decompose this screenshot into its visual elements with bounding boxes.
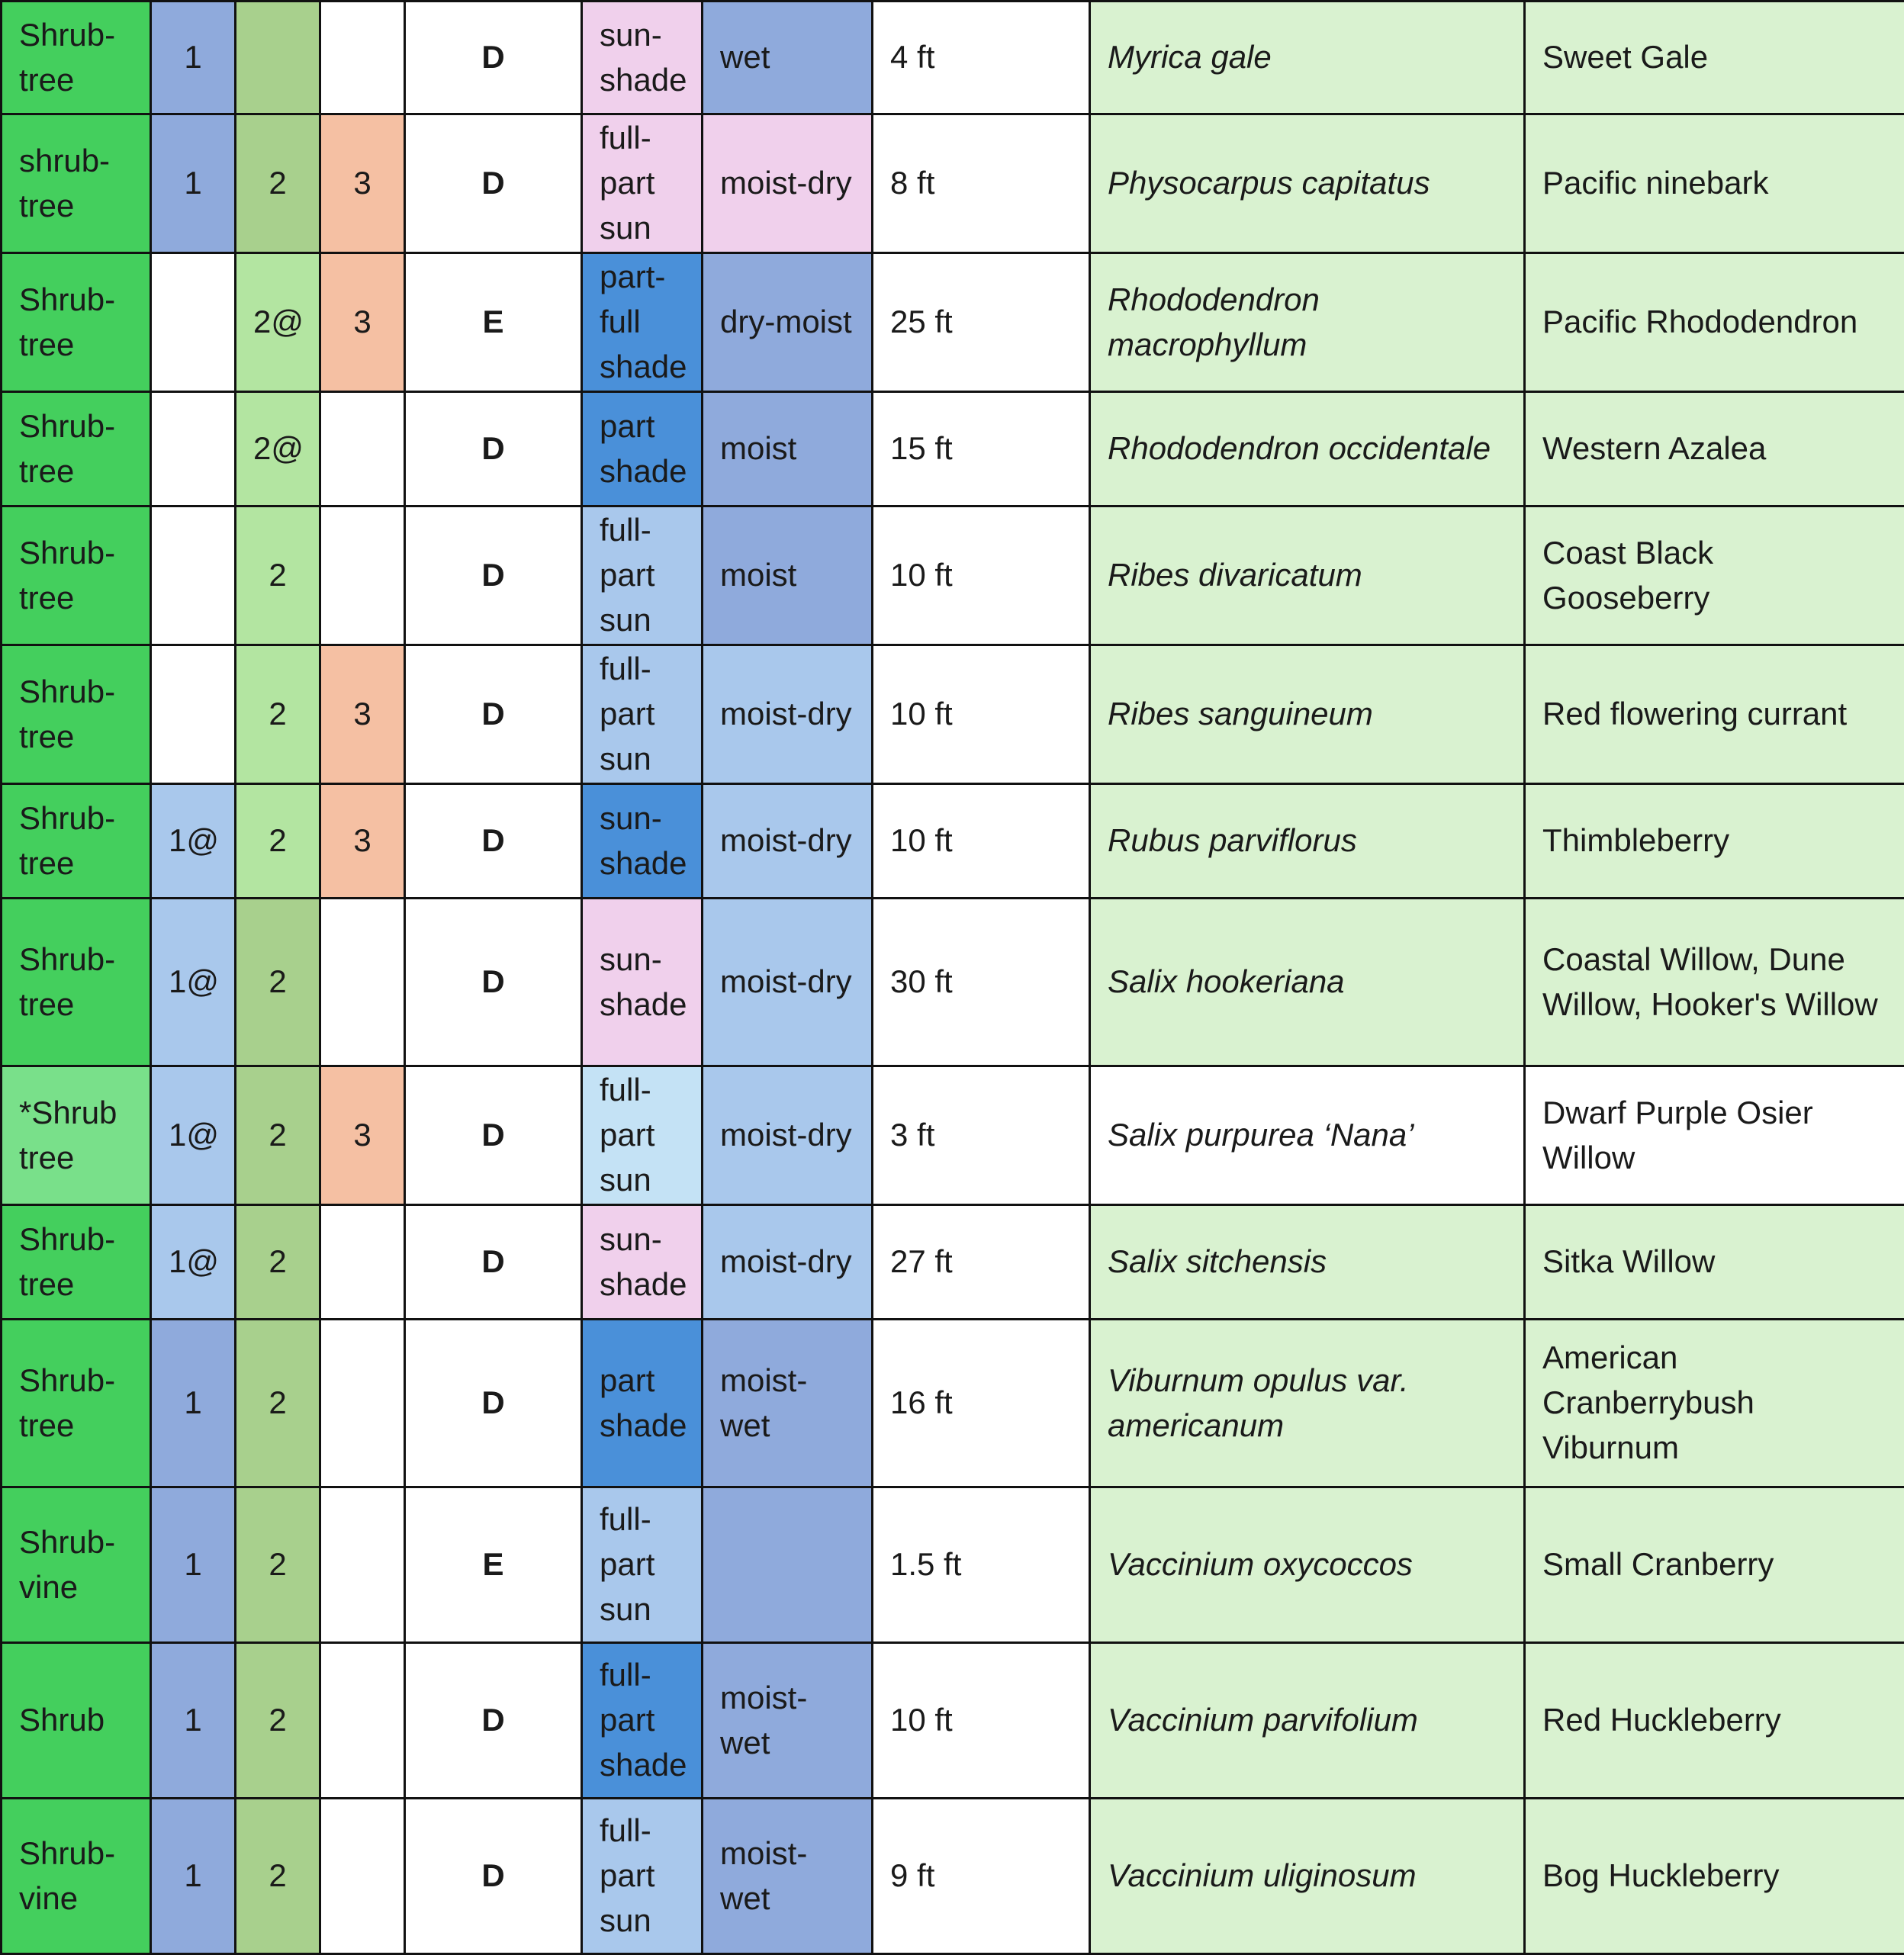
zone3-cell: 3 [320, 645, 405, 784]
height-cell: 30 ft [873, 899, 1090, 1066]
zone1-cell: 1 [151, 2, 236, 114]
scientific-name-cell: Myrica gale [1090, 2, 1525, 114]
sun-exposure-cell: part shade [582, 392, 703, 506]
plant-type-cell: Shrub-vine [2, 1487, 151, 1643]
table-row [2, 1320, 1904, 1487]
zone2-cell: 2 [236, 506, 320, 645]
sun-exposure-cell: full- part shade [582, 1643, 703, 1799]
common-name-cell: Red Huckleberry [1525, 1643, 1904, 1799]
scientific-name-cell: Rubus parviflorus [1090, 784, 1525, 899]
common-name-cell: Red flowering currant [1525, 645, 1904, 784]
common-name-cell: Dwarf Purple Osier Willow [1525, 1066, 1904, 1205]
zone2-cell: 2 [236, 1320, 320, 1487]
sun-exposure-cell: full- part sun [582, 114, 703, 253]
zone3-cell: 3 [320, 114, 405, 253]
plant-type-cell: *Shrub tree [2, 1066, 151, 1205]
height-cell: 4 ft [873, 2, 1090, 114]
moisture-cell: moist-dry [703, 114, 873, 253]
leaf-type-cell: D [405, 1643, 582, 1799]
height-cell: 10 ft [873, 645, 1090, 784]
moisture-cell: moist-wet [703, 1799, 873, 1954]
zone1-cell [151, 645, 236, 784]
table-row [2, 2, 1904, 114]
zone2-cell: 2 [236, 899, 320, 1066]
height-cell: 15 ft [873, 392, 1090, 506]
height-cell: 9 ft [873, 1799, 1090, 1954]
scientific-name-cell: Viburnum opulus var. americanum [1090, 1320, 1525, 1487]
sun-exposure-cell: full- part sun [582, 1487, 703, 1643]
zone1-cell: 1 [151, 1320, 236, 1487]
zone2-cell: 2 [236, 1066, 320, 1205]
table-row [2, 645, 1904, 784]
height-cell: 1.5 ft [873, 1487, 1090, 1643]
plant-type-cell: Shrub-tree [2, 899, 151, 1066]
table-row [2, 899, 1904, 1066]
scientific-name-cell: Physocarpus capitatus [1090, 114, 1525, 253]
height-cell: 10 ft [873, 1643, 1090, 1799]
zone1-cell: 1 [151, 1643, 236, 1799]
common-name-cell: Coast Black Gooseberry [1525, 506, 1904, 645]
height-cell: 3 ft [873, 1066, 1090, 1205]
zone2-cell: 2 [236, 1205, 320, 1320]
sun-exposure-cell: full- part sun [582, 1799, 703, 1954]
table-row [2, 1205, 1904, 1320]
moisture-cell: moist-dry [703, 1205, 873, 1320]
leaf-type-cell: D [405, 506, 582, 645]
sun-exposure-cell: sun- shade [582, 899, 703, 1066]
leaf-type-cell: D [405, 392, 582, 506]
plant-type-cell: shrub-tree [2, 114, 151, 253]
zone3-cell [320, 2, 405, 114]
zone3-cell [320, 899, 405, 1066]
zone1-cell [151, 253, 236, 392]
height-cell: 25 ft [873, 253, 1090, 392]
leaf-type-cell: D [405, 1799, 582, 1954]
moisture-cell: moist-dry [703, 899, 873, 1066]
zone2-cell: 2 [236, 1643, 320, 1799]
moisture-cell [703, 1487, 873, 1643]
table-row [2, 114, 1904, 253]
common-name-cell: American Cranberrybush Viburnum [1525, 1320, 1904, 1487]
zone3-cell: 3 [320, 784, 405, 899]
zone3-cell [320, 1799, 405, 1954]
scientific-name-cell: Salix sitchensis [1090, 1205, 1525, 1320]
leaf-type-cell: E [405, 1487, 582, 1643]
height-cell: 27 ft [873, 1205, 1090, 1320]
leaf-type-cell: E [405, 253, 582, 392]
scientific-name-cell: Vaccinium oxycoccos [1090, 1487, 1525, 1643]
zone2-cell: 2 [236, 1799, 320, 1954]
leaf-type-cell: D [405, 899, 582, 1066]
common-name-cell: Thimbleberry [1525, 784, 1904, 899]
zone3-cell: 3 [320, 253, 405, 392]
plant-type-cell: Shrub-tree [2, 1320, 151, 1487]
leaf-type-cell: D [405, 1320, 582, 1487]
moisture-cell: moist-wet [703, 1643, 873, 1799]
table-row [2, 1066, 1904, 1205]
leaf-type-cell: D [405, 114, 582, 253]
plant-type-cell: Shrub-tree [2, 784, 151, 899]
leaf-type-cell: D [405, 784, 582, 899]
height-cell: 16 ft [873, 1320, 1090, 1487]
zone1-cell: 1 [151, 114, 236, 253]
zone1-cell: 1 [151, 1799, 236, 1954]
zone2-cell: 2@ [236, 253, 320, 392]
scientific-name-cell: Ribes sanguineum [1090, 645, 1525, 784]
zone3-cell [320, 1643, 405, 1799]
leaf-type-cell: D [405, 1205, 582, 1320]
scientific-name-cell: Vaccinium uliginosum [1090, 1799, 1525, 1954]
table-row [2, 1799, 1904, 1954]
zone1-cell: 1@ [151, 784, 236, 899]
zone3-cell [320, 1320, 405, 1487]
moisture-cell: moist-dry [703, 1066, 873, 1205]
table-row [2, 392, 1904, 506]
table-row [2, 1487, 1904, 1643]
common-name-cell: Western Azalea [1525, 392, 1904, 506]
height-cell: 10 ft [873, 506, 1090, 645]
sun-exposure-cell: full- part sun [582, 645, 703, 784]
zone2-cell: 2 [236, 784, 320, 899]
plant-type-cell: Shrub [2, 1643, 151, 1799]
moisture-cell: moist-dry [703, 784, 873, 899]
zone1-cell: 1@ [151, 1066, 236, 1205]
moisture-cell: moist-wet [703, 1320, 873, 1487]
common-name-cell: Coastal Willow, Dune Willow, Hooker's Willow [1525, 899, 1904, 1066]
zone2-cell: 2 [236, 114, 320, 253]
common-name-cell: Small Cranberry [1525, 1487, 1904, 1643]
zone3-cell [320, 1205, 405, 1320]
zone1-cell: 1@ [151, 1205, 236, 1320]
zone3-cell: 3 [320, 1066, 405, 1205]
table-row [2, 784, 1904, 899]
scientific-name-cell: Vaccinium parvifolium [1090, 1643, 1525, 1799]
zone2-cell: 2@ [236, 392, 320, 506]
plant-type-cell: Shrub-tree [2, 253, 151, 392]
scientific-name-cell: Salix hookeriana [1090, 899, 1525, 1066]
leaf-type-cell: D [405, 1066, 582, 1205]
scientific-name-cell: Salix purpurea ‘Nana’ [1090, 1066, 1525, 1205]
height-cell: 8 ft [873, 114, 1090, 253]
moisture-cell: moist-dry [703, 645, 873, 784]
common-name-cell: Bog Huckleberry [1525, 1799, 1904, 1954]
leaf-type-cell: D [405, 645, 582, 784]
zone2-cell [236, 2, 320, 114]
zone3-cell [320, 1487, 405, 1643]
sun-exposure-cell: sun- shade [582, 1205, 703, 1320]
moisture-cell: moist [703, 392, 873, 506]
zone1-cell: 1@ [151, 899, 236, 1066]
plant-type-cell: Shrub-vine [2, 1799, 151, 1954]
height-cell: 10 ft [873, 784, 1090, 899]
scientific-name-cell: Ribes divaricatum [1090, 506, 1525, 645]
leaf-type-cell: D [405, 2, 582, 114]
sun-exposure-cell: sun- shade [582, 784, 703, 899]
common-name-cell: Pacific ninebark [1525, 114, 1904, 253]
plant-type-cell: Shrub-tree [2, 645, 151, 784]
sun-exposure-cell: full- part sun [582, 506, 703, 645]
sun-exposure-cell: full- part sun [582, 1066, 703, 1205]
common-name-cell: Sitka Willow [1525, 1205, 1904, 1320]
table-row [2, 506, 1904, 645]
moisture-cell: moist [703, 506, 873, 645]
sun-exposure-cell: sun- shade [582, 2, 703, 114]
plant-type-cell: Shrub-tree [2, 2, 151, 114]
plant-type-cell: Shrub-tree [2, 392, 151, 506]
table-row [2, 1643, 1904, 1799]
zone1-cell [151, 392, 236, 506]
common-name-cell: Sweet Gale [1525, 2, 1904, 114]
zone2-cell: 2 [236, 645, 320, 784]
plant-type-cell: Shrub-tree [2, 506, 151, 645]
zone3-cell [320, 506, 405, 645]
zone1-cell [151, 506, 236, 645]
zone1-cell: 1 [151, 1487, 236, 1643]
plant-type-cell: Shrub-tree [2, 1205, 151, 1320]
moisture-cell: dry-moist [703, 253, 873, 392]
zone2-cell: 2 [236, 1487, 320, 1643]
scientific-name-cell: Rhododendron occidentale [1090, 392, 1525, 506]
scientific-name-cell: Rhododendron macrophyllum [1090, 253, 1525, 392]
common-name-cell: Pacific Rhododendron [1525, 253, 1904, 392]
table-row [2, 253, 1904, 392]
sun-exposure-cell: part shade [582, 1320, 703, 1487]
sun-exposure-cell: part- full shade [582, 253, 703, 392]
moisture-cell: wet [703, 2, 873, 114]
zone3-cell [320, 392, 405, 506]
